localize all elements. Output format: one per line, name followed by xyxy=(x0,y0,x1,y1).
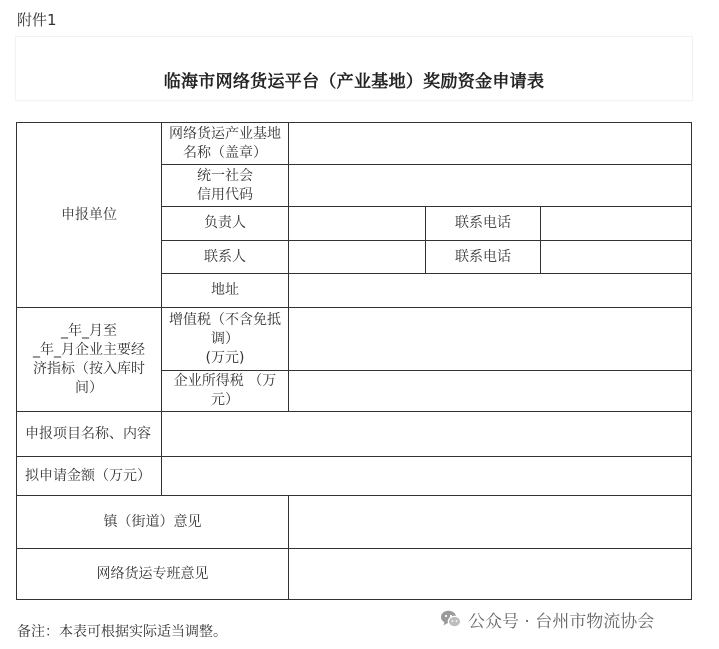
indicators-line1: _年_月至 xyxy=(61,322,117,339)
town-opinion-label: 镇（街道）意见 xyxy=(17,496,289,549)
economic-indicators-cell xyxy=(17,308,162,412)
form-title: 临海市网络货运平台（产业基地）奖励资金申请表 xyxy=(163,72,545,92)
credit-code-field[interactable] xyxy=(289,165,692,207)
table-row xyxy=(17,412,692,457)
base-name-field[interactable] xyxy=(289,123,692,165)
task-force-opinion-label: 网络货运专班意见 xyxy=(17,549,289,600)
amount-label: 拟申请金额（万元） xyxy=(17,457,162,496)
base-name-label-line2: 名称（盖章） xyxy=(183,144,267,161)
watermark xyxy=(440,606,654,632)
income-tax-label-line2: 元） xyxy=(211,392,239,408)
person-in-charge-label: 负责人 xyxy=(162,207,289,241)
vat-field[interactable] xyxy=(289,308,692,371)
table-row xyxy=(17,123,692,165)
wechat-icon xyxy=(440,609,462,629)
application-form-table xyxy=(16,122,692,600)
table-row xyxy=(17,457,692,496)
address-field[interactable] xyxy=(289,274,692,308)
income-tax-label-line1: 企业所得税 （万 xyxy=(173,373,277,389)
town-opinion-field[interactable] xyxy=(289,496,692,549)
contact-phone-label-1: 联系电话 xyxy=(426,207,541,241)
table-row xyxy=(17,549,692,600)
attachment-label: 附件1 xyxy=(17,11,57,29)
base-name-label-cell xyxy=(162,123,289,165)
income-tax-label-cell xyxy=(162,371,289,412)
watermark-text: 公众号 · 台州市物流协会 xyxy=(468,611,655,632)
indicators-line2: _年_月企业主要经 xyxy=(33,341,145,358)
project-name-label: 申报项目名称、内容 xyxy=(17,412,162,457)
contact-phone-field-2[interactable] xyxy=(541,241,692,274)
contact-phone-label-2: 联系电话 xyxy=(426,241,541,274)
amount-field[interactable] xyxy=(162,457,692,496)
footnote: 备注：本表可根据实际适当调整。 xyxy=(17,624,227,640)
contact-person-label: 联系人 xyxy=(162,241,289,274)
income-tax-field[interactable] xyxy=(289,371,692,412)
vat-label-line2: 调） xyxy=(211,330,239,347)
vat-label-cell xyxy=(162,308,289,371)
table-row xyxy=(17,308,692,371)
title-box xyxy=(16,37,692,100)
applicant-section-cell xyxy=(17,123,162,308)
vat-label-line3: (万元) xyxy=(205,349,245,366)
credit-code-label-line2: 信用代码 xyxy=(197,186,253,203)
contact-person-field[interactable] xyxy=(289,241,426,274)
credit-code-label-line1: 统一社会 xyxy=(197,167,253,184)
indicators-line4: 间） xyxy=(75,379,103,396)
vat-label-line1: 增值税（不含免抵 xyxy=(169,311,281,328)
address-label: 地址 xyxy=(162,274,289,308)
person-in-charge-field[interactable] xyxy=(289,207,426,241)
credit-code-label-cell xyxy=(162,165,289,207)
task-force-opinion-field[interactable] xyxy=(289,549,692,600)
contact-phone-field-1[interactable] xyxy=(541,207,692,241)
applicant-section-label: 申报单位 xyxy=(61,206,117,223)
project-name-field[interactable] xyxy=(162,412,692,457)
indicators-line3: 济指标（按入库时 xyxy=(33,360,145,377)
table-row xyxy=(17,496,692,549)
base-name-label-line1: 网络货运产业基地 xyxy=(169,125,281,142)
